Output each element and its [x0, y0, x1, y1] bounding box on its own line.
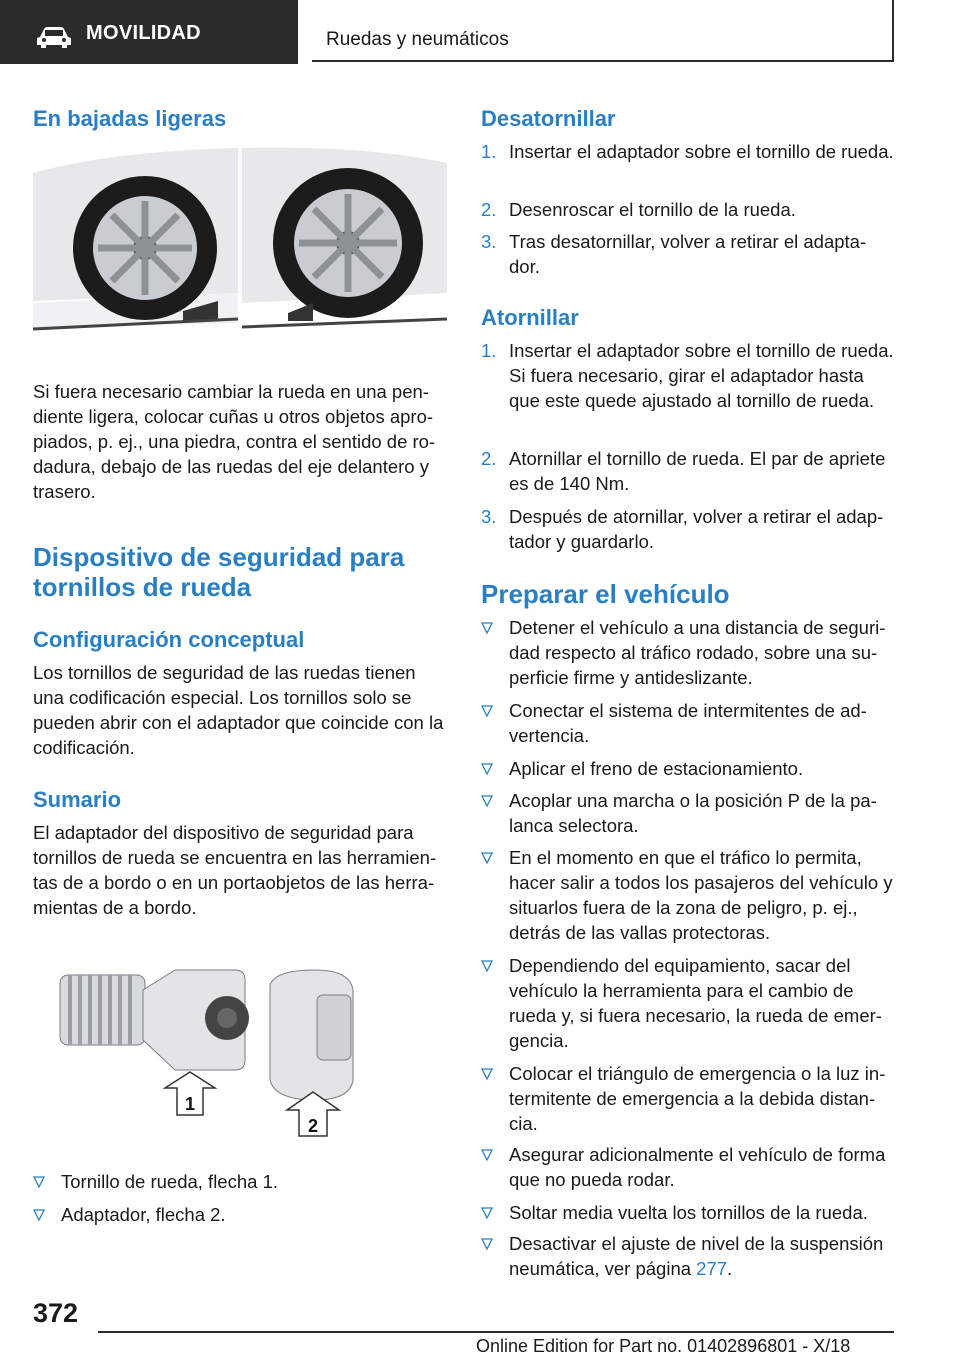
heading-slopes: En bajadas ligeras: [33, 106, 227, 131]
arrow-label-1: 1: [184, 1094, 196, 1114]
heading-prepare: Preparar el vehículo: [481, 579, 730, 609]
heading-unscrew: Desatornillar: [481, 106, 616, 131]
page-number: 372: [33, 1298, 79, 1328]
triangle-bullet-icon: [481, 622, 493, 634]
section-tab: [0, 0, 298, 64]
page-link[interactable]: 277: [696, 1258, 728, 1279]
heading-screw: Atornillar: [481, 305, 579, 330]
list-item: 1. Insertar el adaptador sobre el tornillo de rueda. Si fuera necesario, girar el adaptador hasta que este quede ajustado al tornillo de rueda.: [481, 340, 894, 411]
footer-rule: [98, 1331, 894, 1333]
list-item: 2. Desenroscar el tornillo de la rueda.: [481, 199, 796, 220]
list-item: En el momento en que el tráfico lo permita, hacer salir a todos los pasajeros del vehículo y situarlos fuera de la zona de peligro, p. ej., detrás de las vallas protectoras.: [481, 845, 895, 945]
list-item: Conectar el sistema de intermitentes de ad- vertencia.: [481, 698, 895, 748]
chapter-title: Ruedas y neumáticos: [326, 29, 509, 50]
triangle-bullet-icon: [481, 1238, 493, 1250]
heading-concept: Configuración conceptual: [33, 627, 305, 652]
car-icon: [34, 25, 74, 49]
list-item: 3. Tras desatornillar, volver a retirar el adapta- dor.: [481, 231, 867, 277]
arrow-label-2: 2: [307, 1116, 319, 1136]
list-item: Adaptador, flecha 2.: [33, 1202, 448, 1227]
triangle-bullet-icon: [481, 1207, 493, 1219]
list-item: Acoplar una marcha o la posición P de la pa- lanca selectora.: [481, 788, 895, 838]
list-item: Soltar media vuelta los tornillos de la rueda.: [481, 1200, 895, 1225]
triangle-bullet-icon: [33, 1176, 45, 1188]
concept-text: Los tornillos de seguridad de las ruedas tienen una codificación especial. Los tornillos solo se pueden abrir con el adaptador que coincide con la codificación.: [33, 662, 444, 758]
triangle-bullet-icon: [481, 763, 493, 775]
chapter-header: [312, 0, 894, 62]
list-item: Asegurar adicionalmente el vehículo de forma que no pueda rodar.: [481, 1142, 895, 1192]
triangle-bullet-icon: [481, 1068, 493, 1080]
edition-note: Online Edition for Part no. 01402896801 - X/18: [476, 1336, 851, 1356]
list-item: 1. Insertar el adaptador sobre el tornillo de rueda.: [481, 141, 894, 162]
triangle-bullet-icon: [481, 705, 493, 717]
list-item: Dependiendo del equipamiento, sacar del vehículo la herramienta para el cambio de rueda y, si fuera necesario, la rueda de emer- gencia.: [481, 953, 895, 1053]
slopes-text: Si fuera necesario cambiar la rueda en una pen- diente ligera, colocar cuñas u otros objetos apro- piados, p. ej., una piedra, contra el sentido de ro- dadura, debajo de las ruedas del eje delantero y trasero.: [33, 381, 436, 502]
heading-summary: Sumario: [33, 787, 122, 812]
list-item: Detener el vehículo a una distancia de seguri- dad respecto al tráfico rodado, sobre una su- perficie firme y antideslizante.: [481, 615, 895, 690]
list-item: Tornillo de rueda, flecha 1.: [33, 1169, 448, 1194]
triangle-bullet-icon: [481, 1149, 493, 1161]
triangle-bullet-icon: [481, 852, 493, 864]
triangle-bullet-icon: [481, 795, 493, 807]
list-item: Aplicar el freno de estacionamiento.: [481, 756, 895, 781]
section-label: MOVILIDAD: [86, 22, 201, 44]
triangle-bullet-icon: [33, 1209, 45, 1221]
summary-text: El adaptador del dispositivo de seguridad para tornillos de rueda se encuentra en las herramien- tas de a bordo o en un portaobjetos de las herra- mientas de a bordo.: [33, 822, 437, 918]
car-on-slope-photo: [33, 143, 447, 345]
list-item: 2. Atornillar el tornillo de rueda. El par de apriete es de 140 Nm.: [481, 448, 886, 494]
heading-security-device: Dispositivo de seguridad para tornillos de rueda: [33, 542, 405, 602]
list-item: 3. Después de atornillar, volver a retirar el adap- tador y guardarlo.: [481, 506, 884, 552]
list-item: Desactivar el ajuste de nivel de la suspensión neumática, ver página 277.: [481, 1231, 895, 1281]
list-item: Colocar el triángulo de emergencia o la luz in- termitente de emergencia a la debida distan- cia.: [481, 1061, 895, 1136]
bolt-adapter-illustration: [55, 960, 355, 1140]
triangle-bullet-icon: [481, 960, 493, 972]
